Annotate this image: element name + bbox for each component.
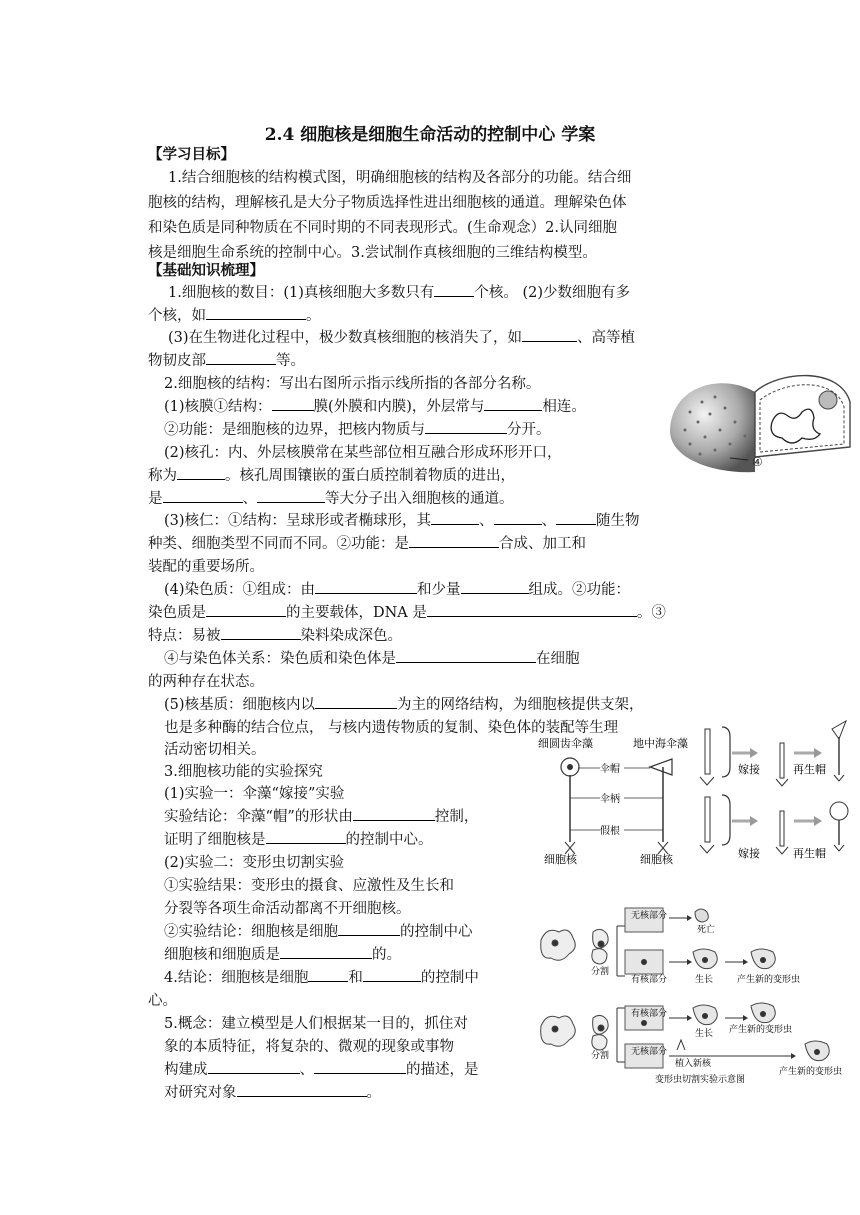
figure-caption: 变形虫切割实验示意图 bbox=[655, 1075, 746, 1085]
label-split-1: 分割 bbox=[591, 967, 610, 977]
amoeba-nucleus bbox=[641, 959, 647, 965]
answer-blank[interactable] bbox=[315, 579, 417, 594]
text: (3)核仁：①结构：呈球形或者椭球形，其 bbox=[164, 513, 432, 529]
amoeba-nucleus bbox=[598, 1025, 604, 1031]
question-line bbox=[164, 510, 640, 532]
goal-line-3: 和染色质是同种物质在不同时期的不同表现形式。(生命观念）2.认同细胞 bbox=[148, 220, 617, 236]
question-line: 装配的重要场所。 bbox=[148, 559, 264, 575]
question-line: 象的本质特征，将复杂的、微观的现象或事物 bbox=[164, 1039, 454, 1055]
question-line bbox=[164, 579, 630, 601]
question-line bbox=[148, 625, 402, 647]
answer-blank[interactable] bbox=[163, 488, 243, 503]
page-title: 2.4 细胞核是细胞生命活动的控制中心 学案 bbox=[264, 125, 596, 145]
graft-row-1 bbox=[700, 721, 846, 786]
label-nucleus-left: 细胞核 bbox=[544, 853, 577, 866]
question-line bbox=[164, 967, 479, 989]
text: 、高等植 bbox=[577, 330, 636, 346]
text: 实验结论：伞藻“帽”的形状由 bbox=[164, 809, 353, 825]
text: 个核，如 bbox=[148, 308, 206, 324]
text: 称为 bbox=[148, 468, 177, 484]
text: 和少量 bbox=[417, 582, 461, 598]
text: 和 bbox=[348, 970, 363, 986]
answer-blank[interactable] bbox=[338, 921, 400, 936]
bracket bbox=[617, 926, 625, 976]
question-line: (1)实验一：伞藻“嫁接”实验 bbox=[164, 786, 345, 802]
question-line bbox=[148, 533, 586, 555]
section-heading-basics: 【基础知识梳理】 bbox=[148, 262, 264, 279]
answer-blank[interactable] bbox=[308, 967, 348, 982]
answer-blank[interactable] bbox=[363, 967, 421, 982]
arrow-head bbox=[791, 1053, 796, 1059]
question-line bbox=[164, 829, 433, 851]
question-line: 5.概念：建立模型是人们根据某一目的，抓住对 bbox=[164, 1016, 468, 1032]
text: 的控制中心。 bbox=[345, 832, 433, 848]
amoeba-cutting-figure bbox=[535, 898, 857, 1086]
text: 的主要载体，DNA 是 bbox=[286, 605, 427, 621]
answer-blank[interactable] bbox=[353, 806, 435, 821]
goal-line-4: 核是细胞生命系统的控制中心。3.尝试制作真核细胞的三维结构模型。 bbox=[148, 245, 597, 261]
text: 的。 bbox=[372, 947, 401, 963]
text: (3)在生物进化过程中，极少数真核细胞的核消失了，如 bbox=[168, 330, 523, 346]
answer-blank[interactable] bbox=[177, 465, 225, 480]
label-new-3: 产生新的变形虫 bbox=[779, 1067, 843, 1077]
label-with-nucleus-2: 有核部分 bbox=[631, 1009, 668, 1019]
text: 。 bbox=[366, 1085, 381, 1101]
text: 、 bbox=[299, 1062, 314, 1078]
question-line bbox=[148, 488, 514, 510]
question-line bbox=[164, 648, 580, 670]
label-nucleus-right: 细胞核 bbox=[640, 853, 673, 866]
arrow-head bbox=[743, 1015, 748, 1021]
text: 构建成 bbox=[164, 1062, 208, 1078]
implant-arrow bbox=[677, 1040, 685, 1050]
question-line bbox=[148, 305, 321, 327]
text: 。核孔周围镶嵌的蛋白质控制着物质的进出， bbox=[225, 468, 515, 484]
amoeba-nucleus bbox=[702, 1013, 708, 1019]
question-line: 的两种存在状态。 bbox=[148, 674, 264, 690]
text: 合成、加工和 bbox=[499, 536, 586, 552]
amoeba-split-bottom bbox=[592, 1035, 607, 1050]
label-split-2: 分割 bbox=[591, 1051, 610, 1061]
text: 1.细胞核的数目：(1)真核细胞大多数只有 bbox=[168, 285, 435, 301]
question-line bbox=[164, 419, 551, 441]
arrow-head bbox=[687, 915, 692, 921]
arrow-head bbox=[743, 959, 748, 965]
question-line: (2)实验二：变形虫切割实验 bbox=[164, 855, 345, 871]
question-line bbox=[164, 1082, 381, 1104]
text: 为主的网络结构，为细胞核提供支架， bbox=[397, 697, 644, 713]
text: 等。 bbox=[276, 353, 305, 369]
question-line bbox=[164, 944, 401, 966]
dead-cell bbox=[695, 909, 708, 922]
question-line bbox=[164, 921, 473, 943]
label-4: ④ bbox=[752, 455, 763, 469]
amoeba-1 bbox=[541, 930, 576, 960]
label-no-nucleus-1: 无核部分 bbox=[631, 911, 668, 921]
amoeba-nucleus bbox=[552, 1026, 558, 1032]
answer-blank[interactable] bbox=[314, 1059, 406, 1074]
question-line: 心。 bbox=[148, 993, 177, 1009]
text: 相连。 bbox=[542, 399, 586, 415]
answer-blank[interactable] bbox=[272, 396, 314, 411]
amoeba-nucleus bbox=[760, 957, 766, 963]
text: 、 bbox=[479, 513, 494, 529]
label-cap: 伞帽 bbox=[600, 764, 620, 775]
question-line bbox=[164, 1059, 479, 1081]
answer-blank[interactable] bbox=[484, 396, 542, 411]
text: 膜(外膜和内膜)，外层常与 bbox=[313, 399, 485, 415]
arrow-head bbox=[687, 1015, 692, 1021]
question-line: 也是多种酶的结合位点， 与核内遗传物质的复制、染色体的装配等生理 bbox=[164, 720, 619, 736]
label-grow-1: 生长 bbox=[695, 975, 714, 985]
label-graft-1: 嫁接 bbox=[738, 763, 760, 776]
amoeba-nucleus bbox=[598, 941, 604, 947]
text: 等大分子出入细胞核的通道。 bbox=[325, 491, 514, 507]
text: 细胞核和细胞质是 bbox=[164, 947, 280, 963]
text: ④与染色体关系：染色质和染色体是 bbox=[164, 651, 396, 667]
label-regen-2: 再生帽 bbox=[793, 847, 826, 860]
nucleolus bbox=[819, 391, 837, 409]
text: 染色质是 bbox=[148, 605, 206, 621]
question-line: 分裂等各项生命活动都离不开细胞核。 bbox=[164, 901, 411, 917]
question-line bbox=[164, 806, 478, 828]
amoeba-2 bbox=[541, 1016, 576, 1046]
label-no-nucleus-2: 无核部分 bbox=[631, 1047, 668, 1057]
text: 。③ bbox=[636, 605, 666, 621]
amoeba-nucleus bbox=[814, 1049, 820, 1055]
text: 染料染成深色。 bbox=[300, 628, 402, 644]
text: 随生物 bbox=[596, 513, 640, 529]
arrow-head bbox=[687, 959, 692, 965]
text: 的描述，是 bbox=[406, 1062, 479, 1078]
answer-blank[interactable] bbox=[494, 510, 542, 525]
text: 组成。②功能： bbox=[528, 582, 631, 598]
question-line bbox=[168, 282, 630, 304]
label-left-species: 细圆齿伞藻 bbox=[538, 737, 593, 750]
answer-blank[interactable] bbox=[206, 602, 286, 617]
label-regen-1: 再生帽 bbox=[793, 763, 826, 776]
label-new-1: 产生新的变形虫 bbox=[737, 975, 801, 985]
label-right-species: 地中海伞藻 bbox=[633, 737, 688, 750]
answer-blank[interactable] bbox=[431, 510, 479, 525]
label-grow-2: 生长 bbox=[695, 1029, 714, 1039]
question-line bbox=[164, 396, 586, 418]
text: 的控制中 bbox=[420, 970, 479, 986]
question-line: 2.细胞核的结构：写出右图所示指示线所指的各部分名称。 bbox=[164, 376, 541, 392]
answer-blank[interactable] bbox=[237, 1082, 367, 1097]
text: (4)染色质：①组成：由 bbox=[164, 582, 316, 598]
text: ②功能：是细胞核的边界，把核内物质与 bbox=[164, 422, 425, 438]
label-with-nucleus-1: 有核部分 bbox=[631, 975, 668, 985]
goal-line-2: 胞核的结构，理解核孔是大分子物质选择性进出细胞核的通道。理解染色体 bbox=[148, 195, 627, 211]
answer-blank[interactable] bbox=[206, 305, 306, 320]
answer-blank[interactable] bbox=[280, 944, 372, 959]
text: 、 bbox=[242, 491, 257, 507]
answer-blank[interactable] bbox=[315, 694, 397, 709]
answer-blank[interactable] bbox=[522, 327, 577, 342]
text: (1)核膜①结构： bbox=[164, 399, 272, 415]
amoeba-nucleus bbox=[760, 1011, 766, 1017]
answer-blank[interactable] bbox=[206, 350, 276, 365]
amoeba-nucleus bbox=[702, 957, 708, 963]
left-alga bbox=[561, 758, 579, 854]
question-line: 3.细胞核功能的实验探究 bbox=[164, 764, 323, 780]
answer-blank[interactable] bbox=[434, 282, 474, 297]
question-line bbox=[148, 350, 305, 372]
bracket bbox=[617, 1008, 625, 1062]
label-implant: 植入新核 bbox=[675, 1059, 712, 1069]
question-line: ①实验结果：变形虫的摄食、应激性及生长和 bbox=[164, 878, 454, 894]
text: (5)核基质：细胞核内以 bbox=[164, 697, 316, 713]
text: 的控制中心 bbox=[400, 924, 473, 940]
question-line bbox=[164, 694, 644, 716]
amoeba-nucleus bbox=[552, 940, 558, 946]
nucleus-structure-figure bbox=[660, 362, 856, 480]
question-line: 活动密切相关。 bbox=[164, 742, 266, 758]
answer-blank[interactable] bbox=[461, 579, 529, 594]
question-line bbox=[148, 465, 515, 487]
label-rhizoid: 假根 bbox=[600, 826, 620, 837]
text: 证明了细胞核是 bbox=[164, 832, 266, 848]
amoeba-split-bottom bbox=[592, 949, 607, 964]
text: 物韧皮部 bbox=[148, 353, 206, 369]
question-line bbox=[168, 327, 635, 349]
text: 、 bbox=[541, 513, 557, 529]
text: 是 bbox=[148, 491, 163, 507]
question-line bbox=[148, 602, 666, 624]
text: 特点：易被 bbox=[148, 628, 221, 644]
answer-blank[interactable] bbox=[427, 602, 637, 617]
label-new-2: 产生新的变形虫 bbox=[729, 1025, 793, 1035]
label-stalk: 伞柄 bbox=[600, 794, 620, 805]
answer-blank[interactable] bbox=[425, 419, 507, 434]
text: 个核。 (2)少数细胞有多 bbox=[474, 285, 631, 301]
amoeba-nucleus bbox=[641, 1020, 647, 1026]
answer-blank[interactable] bbox=[221, 625, 301, 640]
right-alga bbox=[650, 759, 672, 854]
text: 在细胞 bbox=[536, 651, 580, 667]
text: 种类、细胞类型不同而不同。②功能：是 bbox=[148, 536, 409, 552]
label-death: 死亡 bbox=[697, 925, 716, 935]
question-line: (2)核孔：内、外层核膜常在某些部位相互融合形成环形开口， bbox=[164, 445, 562, 461]
text: 分开。 bbox=[507, 422, 551, 438]
graft-row-2 bbox=[700, 795, 848, 860]
answer-blank[interactable] bbox=[409, 533, 499, 548]
section-heading-goals: 【学习目标】 bbox=[148, 146, 235, 163]
answer-blank[interactable] bbox=[556, 510, 596, 525]
text: 。 bbox=[306, 308, 321, 324]
goal-line-1: 1.结合细胞核的结构模式图，明确细胞核的结构及各部分的功能。结合细 bbox=[168, 170, 632, 186]
text: ②实验结论：细胞核是细胞 bbox=[164, 924, 338, 940]
answer-blank[interactable] bbox=[266, 829, 346, 844]
acetabularia-graft-figure bbox=[532, 717, 858, 869]
label-graft-2: 嫁接 bbox=[738, 847, 760, 860]
answer-blank[interactable] bbox=[208, 1059, 300, 1074]
text: 4.结论：细胞核是细胞 bbox=[164, 970, 309, 986]
text: 对研究对象 bbox=[164, 1085, 237, 1101]
answer-blank[interactable] bbox=[396, 648, 536, 663]
text: 控制， bbox=[434, 809, 479, 825]
answer-blank[interactable] bbox=[257, 488, 325, 503]
